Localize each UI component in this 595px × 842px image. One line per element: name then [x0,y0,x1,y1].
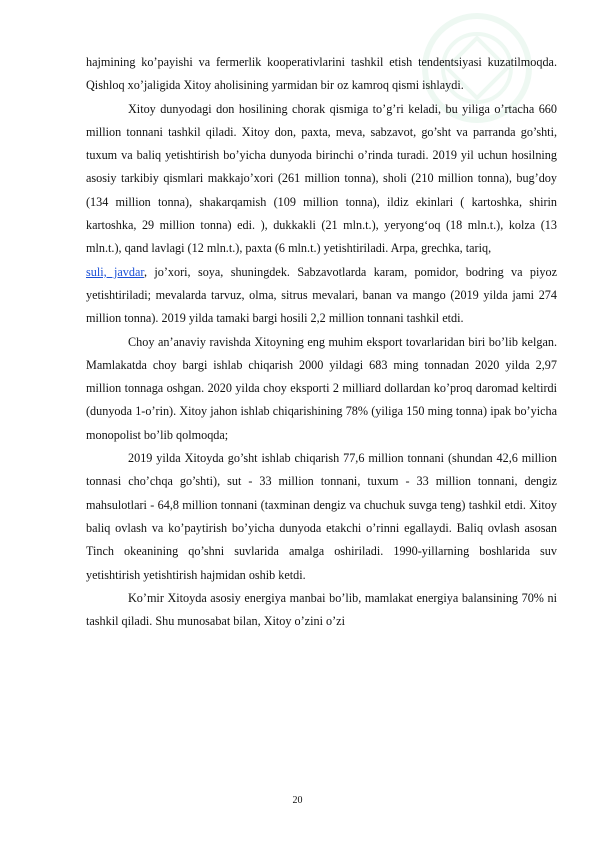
paragraph-coal-energy: Ko’mir Xitoyda asosiy energiya manbai bo’lib, mamlakat energiya balansining 70% ni tashkil qiladi. Shu munosabat bilan, Xitoy o’zini o’zi [86,590,557,629]
paragraph-grain-harvest [86,98,557,331]
document-body [86,51,557,633]
paragraph-text-tail: , jo’xori, soya, shuningdek. Sabzavotlarda karam, pomidor, bodring va piyoz yetishtiriladi; mevalarda tarvuz, olma, sitrus mevalari, banan va mango (2019 yilda jami 274 million tonna). 2019 yilda tamaki bargi hosili 2,2 million tonnani tashkil etdi. [86,264,557,326]
oats-rye-link[interactable]: suli, javdar [86,264,144,279]
page-number: 20 [292,795,303,806]
paragraph-continuation: hajmining ko’payishi va fermerlik kooperativlarini tashkil etish tendentsiyasi kuzatilmoqda. Qishloq xo’jaligida Xitoy aholisining yarmidan bir oz kamroq qismi ishlaydi. [86,55,557,93]
paragraph-tea-export: Choy an’anaviy ravishda Xitoyning eng muhim eksport tovarlaridan biri bo’lib kelgan. Mamlakatda choy bargi ishlab chiqarish 2000 yildagi 683 ming tonnadan 2020 yilda 2,97 million tonnaga oshgan. 2020 yilda choy eksporti 2 milliard dollardan ko’proq daromad keltirdi (dunyoda 1-o’rin). Xitoy jahon ishlab chiqarishining 78% (yiliga 150 ming tonna) ipak bo’yicha monopolist bo’lib qolmoqda; [86,334,557,442]
paragraph-meat-production: 2019 yilda Xitoyda go’sht ishlab chiqarish 77,6 million tonnani (shundan 42,6 million tonnasi cho’chqa go’shti), sut - 33 million tonnani, tuxum - 33 million tonnani, dengiz mahsulotlari - 64,8 million tonnani (taxminan dengiz va chuchuk suvga teng) tashkil etdi. Xitoy baliq ovlash va ko’paytirish bo’yicha dunyoda etakchi o’rinni egallaydi. Baliq ovlash asosan Tinch okeanining qo’shni suvlarida amalga oshiriladi. 1990-yillarning boshlarida suv yetishtirish yetishtirish hajmidan oshib ketdi. [86,451,557,582]
paragraph-text: Xitoy dunyodagi don hosilining chorak qismiga to’g’ri keladi, bu yiliga o’rtacha 660 million tonnani tashkil qiladi. Xitoy don, paxta, meva, sabzavot, go’sht va parranda go’shti, tuxum va baliq yetishtirish bo’yicha dunyoda birinchi o’rinda turadi. 2019 yil uchun hosilning asosiy tarkibiy qismlari makkajo’xori (261 million tonna), sholi (210 million tonna), bug’doy (134 million tonna), shakarqamish (109 million tonna), ildiz ekinlari ( kartoshka, shirin kartoshka, 29 million tonna) edi. ), dukkakli (21 mln.t.), yeryong‘oq (18 mln.t.), kolza (13 mln.t.), qand lavlagi (12 mln.t.), paxta (6 mln.t.) yetishtiriladi. Arpa, grechka, tariq, [86,101,557,256]
